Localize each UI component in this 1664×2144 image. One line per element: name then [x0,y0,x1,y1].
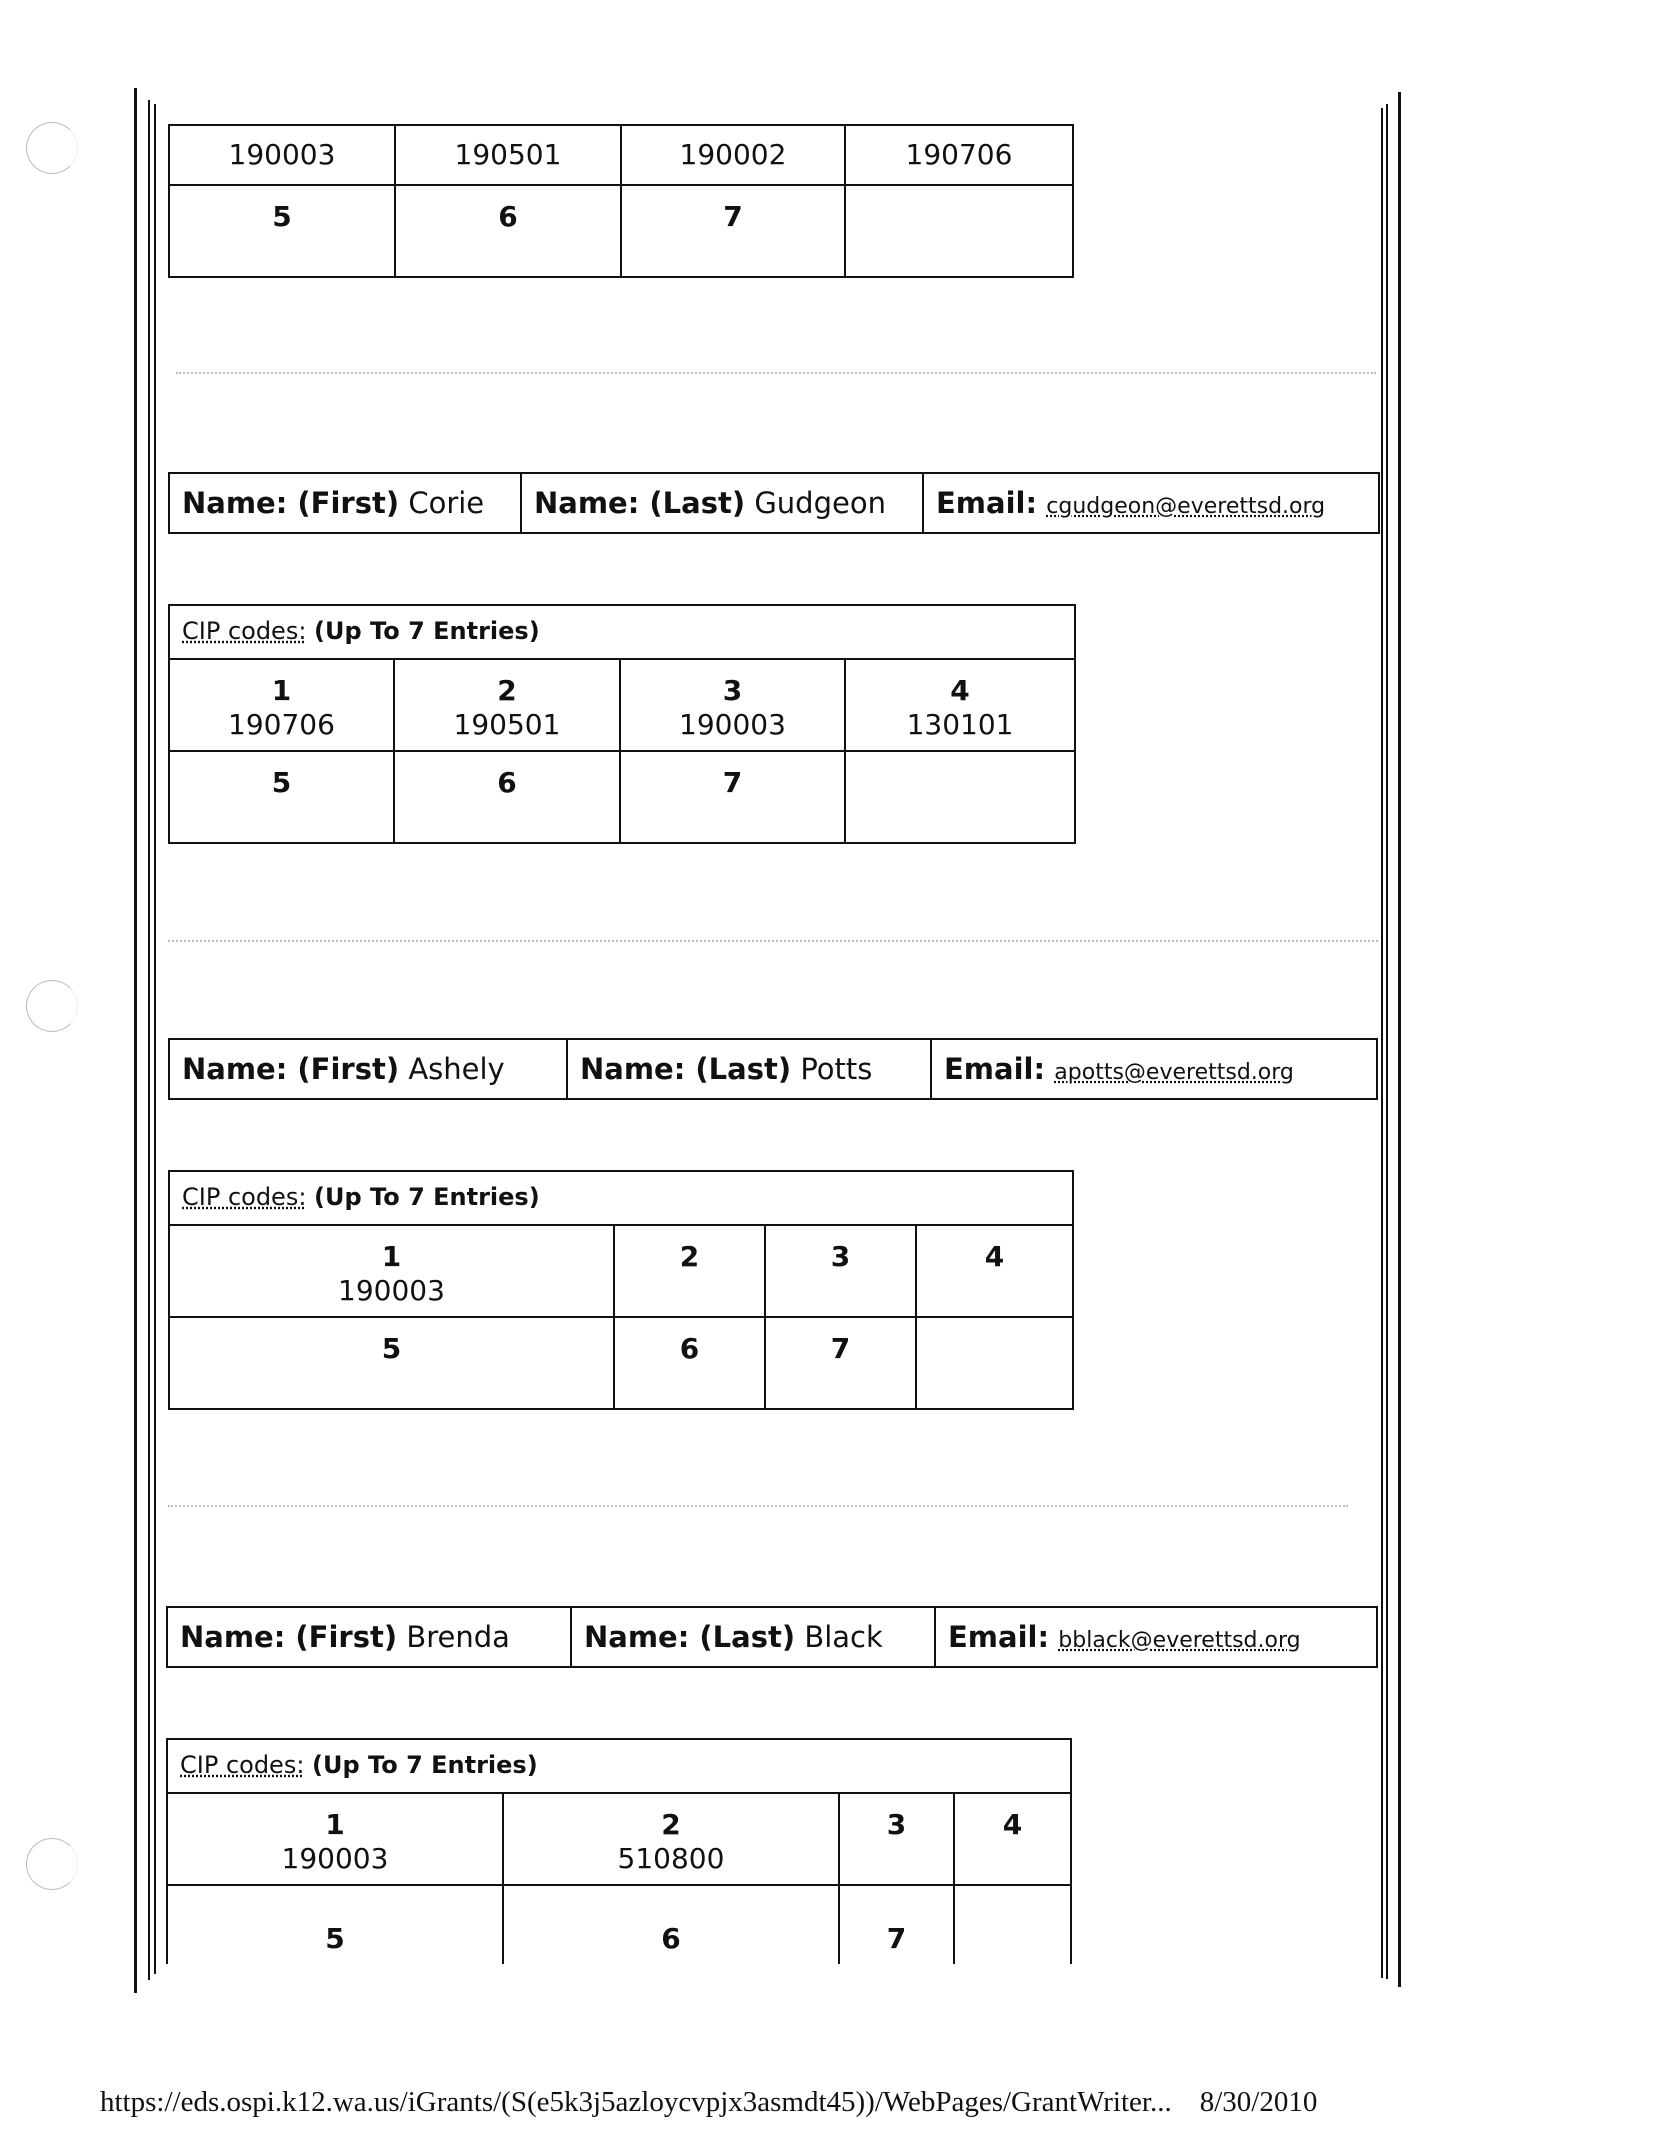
cip-slot-number: 5 [381,1332,402,1365]
cip-slot-number: 4 [1002,1808,1023,1841]
frame-right-outer [1398,92,1401,1987]
cip-cell [614,1317,765,1409]
frame-right-inner2 [1386,104,1388,1979]
cip-hint: (Up To 7 Entries) [314,1183,540,1211]
frame-left-inner2 [154,104,156,1974]
person-name-row [166,1606,1378,1668]
email-field [931,1039,1377,1099]
first-name-value: Corie [408,486,485,520]
cip-code: 190003 [679,708,786,741]
cip-cell [395,185,621,277]
cip-cell [839,1793,954,1885]
first-name-value: Brenda [406,1620,510,1654]
cip-slot-number: 3 [886,1808,907,1841]
cip-code: 190706 [905,138,1013,171]
cip-cell [394,659,620,751]
cip-slot-number: 6 [661,1922,681,1955]
cip-slot-number: 2 [679,1240,700,1273]
binder-hole-middle [26,980,78,1032]
cip-slot-number: 6 [498,200,518,233]
cip-code: 190003 [228,138,336,171]
cip-table-top [168,124,1074,278]
cip-cell [916,1225,1073,1317]
cip-slot-number: 1 [381,1240,402,1273]
cip-slot-number: 5 [271,766,292,799]
cip-cell [845,751,1075,843]
cip-code: 190003 [338,1274,445,1307]
separator-dotted [168,940,1378,942]
cip-cell [167,1885,503,1964]
print-footer [100,2086,1317,2119]
binder-hole-bottom [26,1838,78,1890]
email-label: Email: [944,1052,1046,1086]
cip-code: 130101 [906,708,1014,741]
cip-slot-number: 4 [950,674,970,707]
footer-date: 8/30/2010 [1199,2086,1318,2118]
cip-code: 190002 [679,138,787,171]
first-name-field [169,1039,567,1099]
cip-cell [845,185,1073,277]
cip-codes-link[interactable]: CIP codes: [182,617,307,645]
frame-left-inner [148,100,150,1980]
cip-cell [169,1317,614,1409]
cip-slot-number: 7 [723,200,743,233]
first-name-field [169,473,521,533]
last-name-field [567,1039,931,1099]
cip-slot-number: 1 [325,1808,345,1841]
cip-cell [916,1317,1073,1409]
cip-header [169,1171,1073,1225]
frame-left-outer [134,88,137,1993]
cip-cell [839,1885,954,1964]
cip-codes-link[interactable]: CIP codes: [180,1751,305,1779]
separator-dotted [176,372,1376,374]
last-name-value: Black [804,1620,883,1654]
cip-cell [765,1317,916,1409]
cip-cell [621,185,845,277]
cip-code: 190003 [281,1842,389,1875]
cip-cell [169,185,395,277]
cip-cell [620,751,845,843]
cip-header [167,1739,1071,1793]
cip-slot-number: 7 [722,766,743,799]
cip-slot-number: 2 [661,1808,681,1841]
cip-slot-number: 5 [325,1922,345,1955]
first-name-label: Name: (First) [182,486,400,520]
cip-cell [621,125,845,185]
cip-table [166,1738,1072,1964]
last-name-label: Name: (Last) [584,1620,796,1654]
separator-dotted [168,1505,1348,1507]
cip-code: 510800 [617,1842,725,1875]
email-field [935,1607,1377,1667]
cip-slot-number: 7 [830,1332,851,1365]
first-name-field [167,1607,571,1667]
cip-cell [614,1225,765,1317]
cip-cell [503,1793,839,1885]
cip-cell [169,751,394,843]
cip-code: 190706 [228,708,335,741]
last-name-label: Name: (Last) [534,486,746,520]
cip-cell [503,1885,839,1964]
first-name-value: Ashely [408,1052,505,1086]
last-name-value: Gudgeon [754,486,886,520]
cip-slot-number: 6 [679,1332,700,1365]
cip-cell [169,1225,614,1317]
cip-table [168,604,1076,844]
cip-cell [845,125,1073,185]
last-name-label: Name: (Last) [580,1052,792,1086]
email-link[interactable]: bblack@everettsd.org [1058,1628,1301,1653]
binder-hole-top [26,122,78,174]
cip-hint: (Up To 7 Entries) [312,1751,538,1779]
cip-code: 190501 [453,708,561,741]
cip-cell [765,1225,916,1317]
cip-code: 190501 [454,138,562,171]
last-name-field [521,473,923,533]
email-link[interactable]: cgudgeon@everettsd.org [1046,494,1326,519]
frame-right-inner [1381,108,1383,1978]
cip-cell [620,659,845,751]
person-name-row [168,472,1380,534]
cip-slot-number: 3 [722,674,743,707]
cip-cell [395,125,621,185]
cip-hint: (Up To 7 Entries) [314,617,540,645]
email-field [923,473,1379,533]
cip-slot-number: 1 [271,674,292,707]
footer-url: https://eds.ospi.k12.wa.us/iGrants/(S(e5k3j5azloycvpjx3asmdt45))/WebPages/GrantWriter... [100,2086,1172,2118]
email-label: Email: [948,1620,1050,1654]
cip-cell [169,125,395,185]
person-name-row [168,1038,1378,1100]
email-link[interactable]: apotts@everettsd.org [1054,1060,1294,1085]
cip-slot-number: 4 [984,1240,1005,1273]
first-name-label: Name: (First) [180,1620,398,1654]
email-label: Email: [936,486,1038,520]
cip-slot-number: 6 [497,766,517,799]
cip-cell [845,659,1075,751]
first-name-label: Name: (First) [182,1052,400,1086]
last-name-field [571,1607,935,1667]
cip-table [168,1170,1074,1410]
cip-slot-number: 3 [830,1240,851,1273]
cip-slot-number: 7 [886,1922,907,1955]
cip-slot-number: 5 [272,200,292,233]
cip-cell [394,751,620,843]
cip-codes-link[interactable]: CIP codes: [182,1183,307,1211]
cip-cell [954,1793,1071,1885]
cip-cell [167,1793,503,1885]
last-name-value: Potts [800,1052,873,1086]
cip-slot-number: 2 [497,674,517,707]
cip-cell [169,659,394,751]
cip-cell [954,1885,1071,1964]
cip-header [169,605,1075,659]
cip-table-clip [166,1738,1076,1964]
